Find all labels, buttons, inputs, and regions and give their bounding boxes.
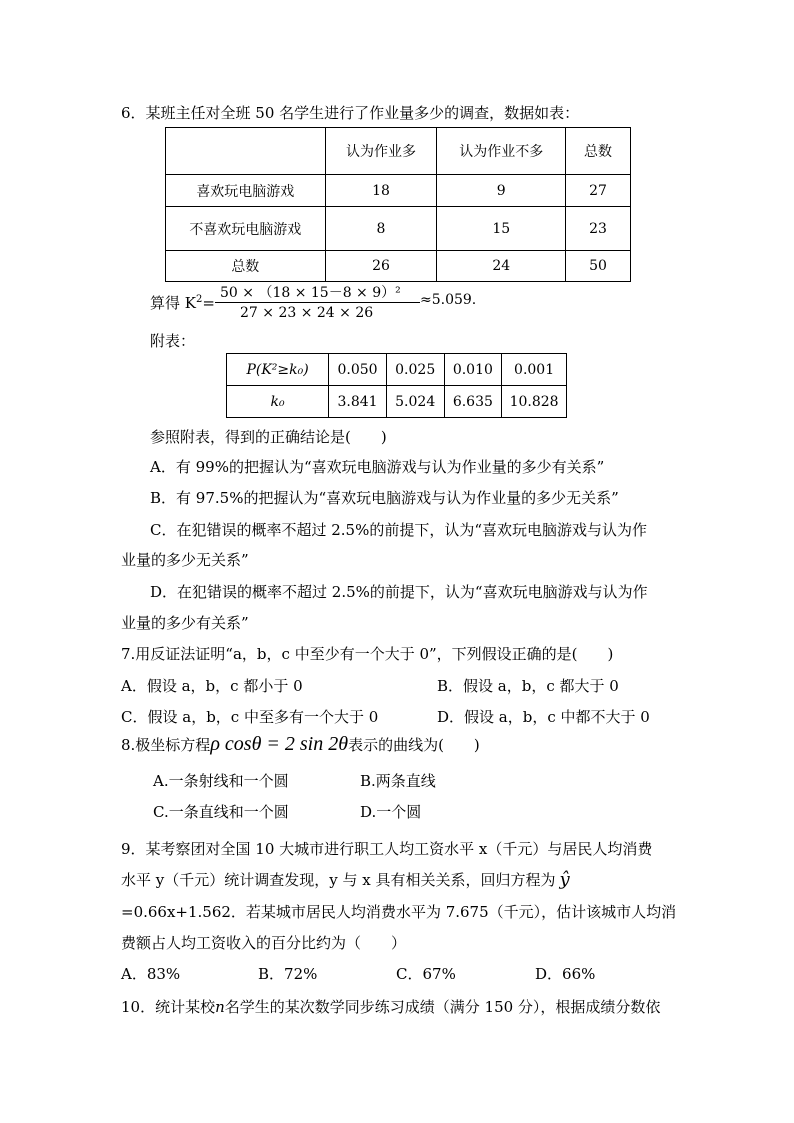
q8-suffix: 表示的曲线为( ) (348, 736, 480, 754)
q8-option-d: D.一个圆 (360, 803, 422, 821)
appendix-row-label: k₀ (227, 386, 329, 418)
k2-denominator: 27 × 23 × 24 × 26 (240, 305, 374, 321)
q10-line1 (121, 996, 660, 1017)
q7-option-a: A．假设 a，b，c 都小于 0 (121, 677, 303, 695)
q9-line3: =0.66x+1.562．若某城市居民人均消费水平为 7.675（千元），估计该城市人均消 (121, 903, 677, 921)
q8-option-c: C.一条直线和一个圆 (153, 803, 289, 821)
table-cell: 50 (566, 251, 631, 282)
q7-option-d: D．假设 a，b，c 中都不大于 0 (437, 708, 650, 726)
table-header-cell (166, 128, 326, 175)
q6-intro: 6．某班主任对全班 50 名学生进行了作业量多少的调查，数据如表： (121, 104, 580, 122)
appendix-label: 附表： (150, 332, 196, 350)
k2-eq: = (202, 294, 215, 312)
k2-prefix: 算得 K (150, 294, 196, 312)
q6-option-d-line1: D．在犯错误的概率不超过 2.5%的前提下，认为“喜欢玩电脑游戏与认为作 (150, 583, 648, 601)
q9-line1: 9．某考察团对全国 10 大城市进行职工人均工资水平 x（千元）与居民人均消费 (121, 840, 653, 858)
appendix-cell: 0.001 (502, 354, 567, 386)
q6-survey-table (165, 127, 631, 282)
q10-suffix: 名学生的某次数学同步练习成绩（满分 150 分），根据成绩分数依 (224, 998, 661, 1016)
q7-option-b: B．假设 a，b，c 都大于 0 (437, 677, 619, 695)
appendix-cell: 3.841 (329, 386, 387, 418)
q6-option-c-line2: 业量的多少无关系” (121, 551, 249, 569)
yhat-symbol: ŷ (559, 869, 570, 890)
table-cell: 23 (566, 207, 631, 251)
q6-option-c-line1: C．在犯错误的概率不超过 2.5%的前提下，认为“喜欢玩电脑游戏与认为作 (150, 521, 648, 539)
k2-numerator: 50 × （18 × 15－8 × 9）² (220, 285, 401, 301)
appendix-table (226, 353, 567, 418)
table-cell: 8 (325, 207, 437, 251)
q9-option-c: C．67% (396, 965, 456, 983)
q6-option-d-line2: 业量的多少有关系” (121, 614, 249, 632)
q9-option-d: D．66% (535, 965, 596, 983)
table-header-cell: 总数 (566, 128, 631, 175)
k2-result: ≈5.059. (420, 292, 477, 308)
table-cell: 9 (437, 175, 566, 207)
appendix-cell: 10.828 (502, 386, 567, 418)
table-cell: 24 (437, 251, 566, 282)
table-cell: 不喜欢玩电脑游戏 (166, 207, 326, 251)
table-cell: 喜欢玩电脑游戏 (166, 175, 326, 207)
table-cell: 总数 (166, 251, 326, 282)
q8-option-b: B.两条直线 (360, 772, 436, 790)
q10-prefix: 10．统计某校 (121, 998, 216, 1016)
table-header-cell: 认为作业不多 (437, 128, 566, 175)
table-header-cell: 认为作业多 (325, 128, 437, 175)
q9-line2 (121, 869, 570, 890)
q6-option-a: A．有 99%的把握认为“喜欢玩电脑游戏与认为作业量的多少有关系” (150, 458, 605, 476)
appendix-row-label: P(K²≥k₀) (227, 354, 329, 386)
q9-option-a: A．83% (121, 965, 181, 983)
appendix-cell: 0.050 (329, 354, 387, 386)
q9-option-b: B．72% (258, 965, 318, 983)
q6-question: 参照附表，得到的正确结论是( ) (150, 428, 387, 446)
k2-sup: 2 (195, 294, 203, 305)
appendix-cell: 5.024 (386, 386, 444, 418)
k2-label (150, 292, 215, 313)
q8-formula: ρ cosθ = 2 sin 2θ (210, 733, 349, 755)
q6-option-b: B．有 97.5%的把握认为“喜欢玩电脑游戏与认为作业量的多少无关系” (150, 489, 619, 507)
table-cell: 18 (325, 175, 437, 207)
appendix-cell: 0.025 (386, 354, 444, 386)
table-cell: 26 (325, 251, 437, 282)
appendix-cell: 0.010 (444, 354, 502, 386)
q8-prefix: 8.极坐标方程 (121, 736, 211, 754)
q8-stem (121, 733, 480, 756)
q8-option-a: A.一条射线和一个圆 (153, 772, 289, 790)
fraction-bar (215, 302, 420, 303)
table-cell: 15 (437, 207, 566, 251)
q7-option-c: C．假设 a，b，c 中至多有一个大于 0 (121, 708, 379, 726)
table-cell: 27 (566, 175, 631, 207)
appendix-cell: 6.635 (444, 386, 502, 418)
q7-stem: 7.用反证法证明“a，b，c 中至少有一个大于 0”，下列假设正确的是( ) (121, 645, 614, 663)
q10-n: n (215, 998, 225, 1016)
q9-line4: 费额占人均工资收入的百分比约为（ ） (121, 934, 407, 952)
q9-line2-text: 水平 y（千元）统计调查发现，y 与 x 具有相关关系，回归方程为 (121, 871, 556, 889)
